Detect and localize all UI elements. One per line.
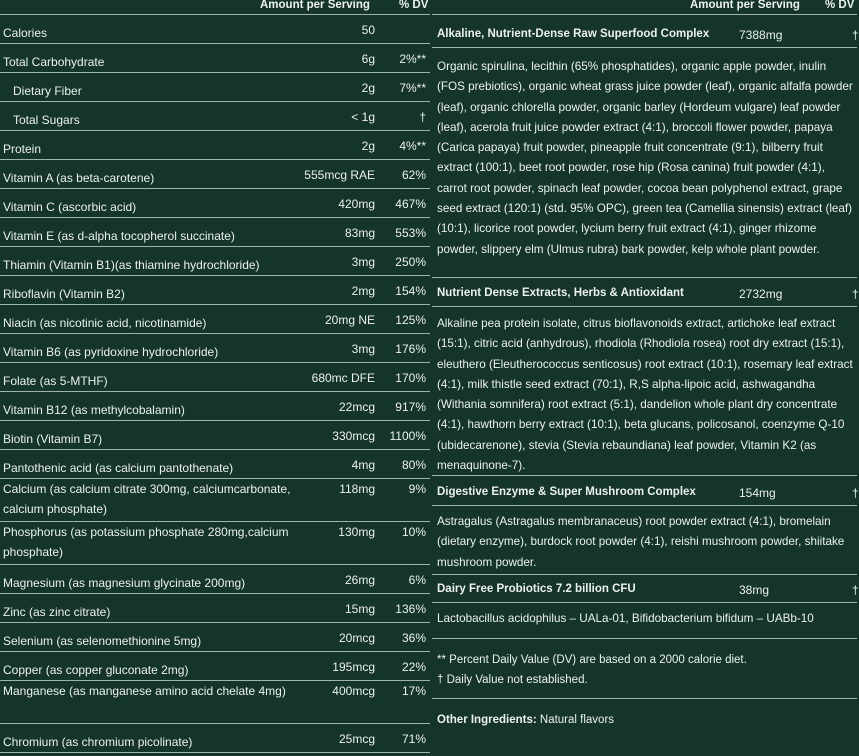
nutrient-daily-value: 22% [401,660,426,674]
left-column-header [0,0,430,15]
nutrient-row [0,247,430,276]
divider [432,475,857,476]
nutrient-row [0,189,430,218]
nutrient-amount: 330mcg [332,429,375,443]
nutrient-daily-value: 17% [401,684,426,698]
nutrient-daily-value: 125% [395,313,426,327]
nutrient-table [0,15,430,753]
block-dv: † [852,287,859,301]
block-title: Alkaline, Nutrient-Dense Raw Superfood Complex [437,28,710,40]
nutrient-amount: 420mg [338,197,375,211]
nutrient-amount: 2g [361,139,375,153]
nutrient-name: Magnesium (as magnesium glycinate 200mg) [3,576,246,590]
nutrient-amount: 680mc DFE [311,371,375,385]
extracts-herbs-ingredients: Alkaline pea protein isolate, citrus bioflavonoids extract, artichoke leaf extract (15:1), citric acid (anhydrous), rhodiola (Rhodiola rosea) root dry extract (15:1), eleuthero (Eleutherococcus senticosus) root extract (10:1), rosemary leaf extract (4:1), milk thistle seed extract (70:1), R,S alpha-lipoic acid, ashwagandha (Withania somnifera) root extract (5:1), dandelion whole plant dry concentrate (4:1), hawthorn berry extract (10:1), beta glucans, policosanol, coenzyme Q-10 (ubidecarenone), stevia (Stevia rebaundiana) leaf powder, Vitamin K2 (as menaquinone-7). [437,317,853,473]
enzyme-mushroom-header [432,483,857,506]
nutrient-row [0,276,430,305]
nutrient-row [0,305,430,334]
block-amount: 38mg [739,583,770,597]
nutrient-row [0,392,430,421]
nutrient-daily-value: 136% [395,602,426,616]
nutrient-name: Dietary Fiber [13,84,82,98]
nutrient-row [0,724,430,753]
amount-per-serving-header: Amount per Serving [260,0,370,11]
footnote-dv-not-established: † Daily Value not established. [437,674,588,686]
nutrient-name: Phosphorus (as potassium phosphate 280mg,calcium phosphate) [3,525,289,559]
nutrient-name: Biotin (Vitamin B7) [3,432,103,446]
nutrient-name: Manganese (as manganese amino acid chelate 4mg) [3,684,286,698]
nutrient-name: Niacin (as nicotinic acid, nicotinamide) [3,316,207,330]
nutrient-row [0,421,430,450]
nutrient-daily-value: 1100% [389,429,426,443]
nutrient-daily-value: 250% [395,255,426,269]
nutrient-daily-value: 62% [401,168,426,182]
nutrient-name: Calcium (as calcium citrate 300mg, calciumcarbonate, calcium phosphate) [3,482,291,516]
nutrient-name: Folate (as 5-MTHF) [3,374,108,388]
nutrient-name: Protein [3,142,42,156]
block-amount: 7388mg [739,28,783,42]
nutrient-name: Vitamin B6 (as pyridoxine hydrochloride) [3,345,219,359]
nutrient-amount: 118mg [339,482,375,496]
nutrient-row [0,565,430,594]
nutrient-name: Total Carbohydrate [3,55,105,69]
nutrient-name: Vitamin A (as beta-carotene) [3,171,155,185]
nutrient-daily-value: 10% [401,525,426,539]
nutrient-amount: 83mg [344,226,375,240]
nutrient-daily-value: 176% [395,342,426,356]
nutrient-daily-value: 7%** [399,81,426,95]
nutrient-name: Chromium (as chromium picolinate) [3,735,193,749]
block-title: Nutrient Dense Extracts, Herbs & Antioxidant [437,287,684,299]
other-ingredients [437,714,614,726]
block-dv: † [852,486,859,500]
nutrient-amount: 15mg [344,602,375,616]
divider [432,574,857,575]
probiotics-header [432,580,857,603]
nutrient-row [0,131,430,160]
nutrient-amount: 20mcg [338,631,375,645]
nutrient-daily-value: 553% [395,226,426,240]
nutrient-amount: 195mcg [332,660,375,674]
nutrient-name: Copper (as copper gluconate 2mg) [3,663,189,677]
nutrient-amount: 3mg [351,255,375,269]
nutrient-name: Total Sugars [13,113,80,127]
amount-per-serving-header-right: Amount per Serving [690,0,800,11]
nutrient-daily-value: 154% [395,284,426,298]
nutrient-amount: 400mcg [332,684,375,698]
nutrient-row [0,102,430,131]
nutrient-name: Vitamin E (as d-alpha tocopherol succinate) [3,229,235,243]
superfood-complex-header [432,25,857,48]
supplement-facts-right-panel [432,0,857,756]
nutrient-amount: 3mg [351,342,375,356]
nutrient-row [0,479,430,522]
nutrient-daily-value: 2%** [399,52,426,66]
nutrient-amount: 555mcg RAE [304,168,375,182]
daily-value-header-right: % DV [825,0,855,11]
divider [432,277,857,278]
extracts-herbs-header [432,284,857,307]
nutrient-row [0,450,430,479]
nutrient-daily-value: 9% [408,482,426,496]
other-ingredients-label: Other Ingredients: [437,714,537,726]
nutrient-amount: 2mg [351,284,375,298]
nutrient-daily-value: 6% [408,573,426,587]
nutrient-amount: < 1g [351,110,375,124]
nutrient-row [0,363,430,392]
daily-value-header: % DV [399,0,429,11]
nutrient-row [0,623,430,652]
nutrient-amount: 50 [361,23,375,37]
nutrient-daily-value: 4%** [399,139,426,153]
block-title: Dairy Free Probiotics 7.2 billion CFU [437,583,636,595]
nutrient-amount: 25mcg [338,732,375,746]
nutrient-daily-value: 80% [401,458,426,472]
nutrient-name: Calories [3,26,48,40]
nutrient-row [0,73,430,102]
block-amount: 154mg [739,486,776,500]
block-dv: † [852,583,859,597]
nutrient-row [0,652,430,681]
divider [432,638,857,639]
block-amount: 2732mg [739,287,783,301]
nutrient-daily-value: 71% [401,732,426,746]
nutrient-row [0,681,430,724]
nutrient-daily-value: 917% [395,400,426,414]
nutrient-amount: 26mg [344,573,375,587]
nutrient-name: Pantothenic acid (as calcium pantothenate) [3,461,234,475]
block-dv: † [852,28,859,42]
nutrient-name: Vitamin C (ascorbic acid) [3,200,137,214]
divider [432,698,857,699]
nutrient-amount: 4mg [351,458,375,472]
nutrient-row [0,160,430,189]
nutrient-row [0,44,430,73]
nutrient-name: Zinc (as zinc citrate) [3,605,111,619]
nutrient-name: Selenium (as selenomethionine 5mg) [3,634,202,648]
nutrient-name: Thiamin (Vitamin B1)(as thiamine hydrochloride) [3,258,260,272]
footnote-percent-dv: ** Percent Daily Value (DV) are based on a 2000 calorie diet. [437,654,747,666]
probiotics-ingredients: Lactobacillus acidophilus – UALa-01, Bifidobacterium bifidum – UABb-10 [437,612,814,625]
nutrient-daily-value: † [419,110,426,124]
nutrient-amount: 22mcg [338,400,375,414]
nutrient-daily-value: 36% [401,631,426,645]
nutrient-daily-value: 170% [395,371,426,385]
other-ingredients-value: Natural flavors [536,714,615,726]
nutrient-name: Vitamin B12 (as methylcobalamin) [3,403,185,417]
nutrient-row [0,15,430,44]
right-column-header [432,0,857,15]
nutrient-row [0,594,430,623]
nutrient-row [0,218,430,247]
nutrient-name: Riboflavin (Vitamin B2) [3,287,125,301]
nutrient-amount: 20mg NE [324,313,375,327]
block-title: Digestive Enzyme & Super Mushroom Complex [437,486,696,498]
enzyme-mushroom-ingredients: Astragalus (Astragalus membranaceus) root powder extract (4:1), bromelain (dietary enzyme), burdock root powder (4:1), reishi mushroom powder, shiitake mushroom powder. [437,515,845,569]
nutrient-row [0,522,430,565]
nutrient-amount: 6g [361,52,375,66]
nutrient-amount: 2g [361,81,375,95]
nutrient-daily-value: 467% [395,197,426,211]
nutrient-row [0,334,430,363]
superfood-complex-ingredients: Organic spirulina, lecithin (65% phosphatides), organic apple powder, inulin (FOS prebiotics), organic wheat grass juice powder (leaf), organic alfalfa powder (leaf), organic chlorella powder, organic barley (Hordeum vulgare) leaf powder (leaf), acerola fruit juice powder extract (4:1), broccoli flower powder, papaya (Carica papaya) fruit powder, pineapple fruit concentrate (9:1), bilberry fruit extract (100:1), beet root powder, rose hip (Rosa canina) fruit powder (4:1), carrot root powder, spinach leaf powder, cocoa bean polyphenol extract, grape seed extract (120:1) (std. 95% OPC), green tea (Camellia sinensis) extract (leaf) (10:1), licorice root powder, lycium berry fruit extract (4:1), ginger rhizome powder, slippery elm (Ulmus rubra) bark powder, kelp whole plant powder. [437,60,853,256]
nutrient-amount: 130mg [338,525,375,539]
